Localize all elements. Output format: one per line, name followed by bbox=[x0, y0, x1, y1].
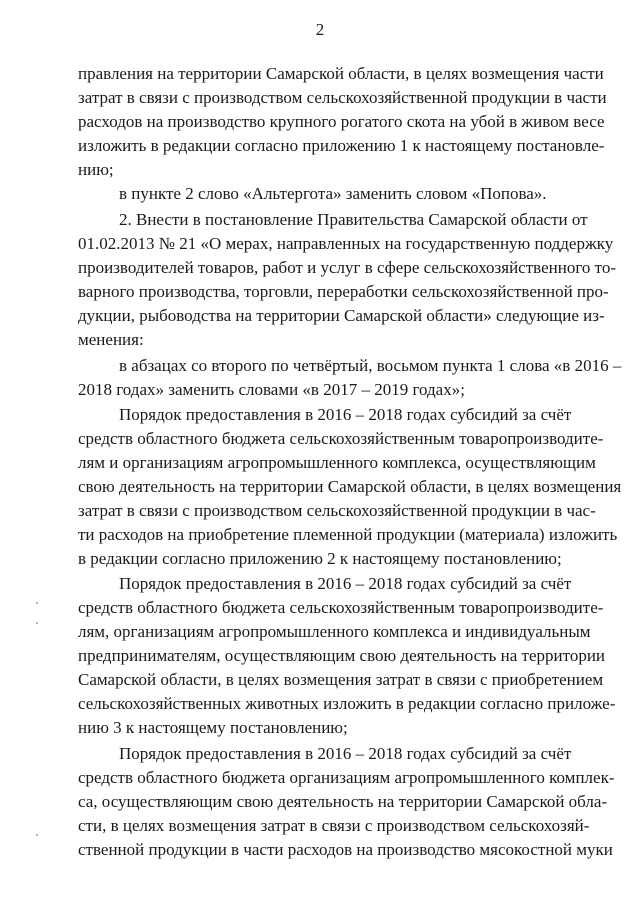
scan-speck bbox=[36, 834, 38, 836]
text-line: 2. Внести в постановление Правительства Самарской области от bbox=[119, 210, 588, 229]
text-line: нию 3 к настоящему постановлению; bbox=[78, 718, 348, 737]
text-line: изложить в редакции согласно приложению 1 к настоящему постановле- bbox=[78, 136, 605, 155]
text-line: сти, в целях возмещения затрат в связи с производством сельскохозяй- bbox=[78, 816, 590, 835]
text-line: 2018 годах» заменить словами «в 2017 – 2019 годах»; bbox=[78, 380, 465, 399]
text-line: ти расходов на приобретение племенной продукции (материала) изложить bbox=[78, 525, 618, 544]
text-line: средств областного бюджета сельскохозяйственным товаропроизводите- bbox=[78, 429, 604, 448]
text-line: предпринимателям, осуществляющим свою деятельность на территории bbox=[78, 646, 606, 665]
text-line: Порядок предоставления в 2016 – 2018 годах субсидий за счёт bbox=[119, 744, 572, 763]
text-line: менения: bbox=[78, 330, 144, 349]
text-line: сельскохозяйственных животных изложить в редакции согласно приложе- bbox=[78, 694, 616, 713]
scan-speck bbox=[36, 602, 38, 604]
page-number: 2 bbox=[315, 20, 325, 39]
text-line: нию; bbox=[78, 160, 114, 179]
text-line: правления на территории Самарской области, в целях возмещения части bbox=[78, 64, 604, 83]
scan-speck bbox=[36, 622, 38, 624]
text-line: Порядок предоставления в 2016 – 2018 годах субсидий за счёт bbox=[119, 405, 572, 424]
text-line: в редакции согласно приложению 2 к настоящему постановлению; bbox=[78, 549, 562, 568]
text-line: дукции, рыбоводства на территории Самарской области» следующие из- bbox=[78, 306, 605, 325]
text-line: лям, организациям агропромышленного комплекса и индивидуальным bbox=[78, 622, 591, 641]
text-line: в абзацах со второго по четвёртый, восьмом пункта 1 слова «в 2016 – bbox=[119, 356, 622, 375]
text-line: 01.02.2013 № 21 «О мерах, направленных на государственную поддержку bbox=[78, 234, 614, 253]
text-line: ственной продукции в части расходов на производство мясокостной муки bbox=[78, 840, 613, 859]
text-line: средств областного бюджета сельскохозяйственным товаропроизводите- bbox=[78, 598, 604, 617]
text-line: Порядок предоставления в 2016 – 2018 годах субсидий за счёт bbox=[119, 574, 572, 593]
text-line: свою деятельность на территории Самарской области, в целях возмещения bbox=[78, 477, 622, 496]
text-line: в пункте 2 слово «Альтергота» заменить словом «Попова». bbox=[119, 184, 547, 203]
text-line: расходов на производство крупного рогатого скота на убой в живом весе bbox=[78, 112, 605, 131]
text-line: Самарской области, в целях возмещения затрат в связи с приобретением bbox=[78, 670, 604, 689]
text-line: затрат в связи с производством сельскохозяйственной продукции в части bbox=[78, 88, 607, 107]
text-line: производителей товаров, работ и услуг в сфере сельскохозяйственного то- bbox=[78, 258, 616, 277]
text-line: средств областного бюджета организациям агропромышленного комплек- bbox=[78, 768, 615, 787]
text-line: са, осуществляющим свою деятельность на территории Самарской обла- bbox=[78, 792, 608, 811]
text-line: варного производства, торговли, переработки сельскохозяйственной про- bbox=[78, 282, 609, 301]
text-line: лям и организациям агропромышленного комплекса, осуществляющим bbox=[78, 453, 596, 472]
text-line: затрат в связи с производством сельскохозяйственной продукции в час- bbox=[78, 501, 596, 520]
